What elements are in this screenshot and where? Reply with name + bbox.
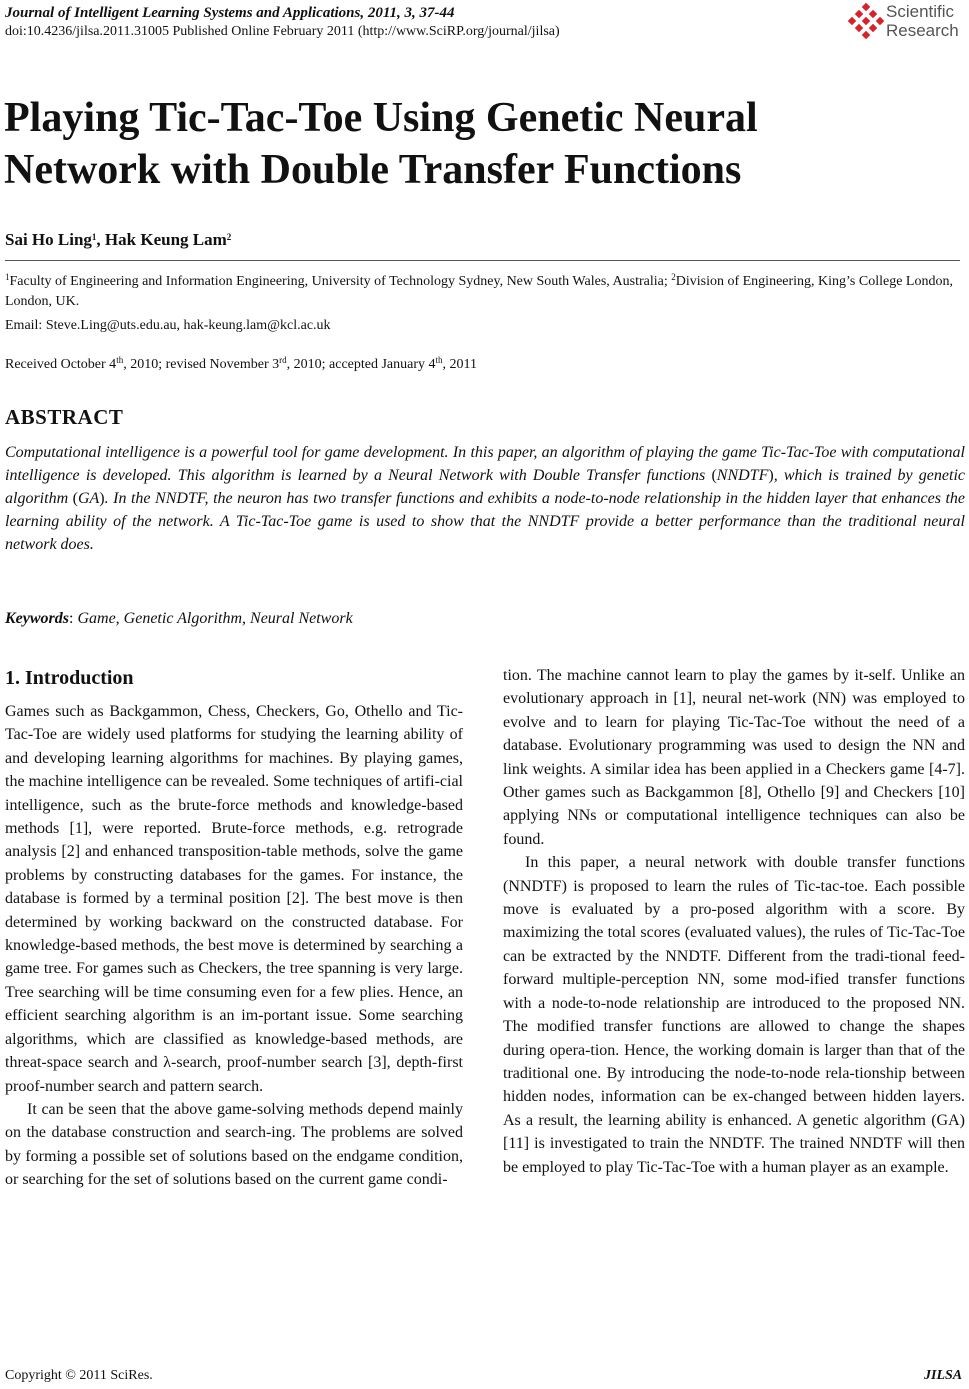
author-2-sup: 2	[226, 232, 232, 242]
journal-header	[5, 4, 455, 22]
received-sup-2: rd	[279, 355, 287, 365]
logo-line2: Research	[886, 21, 959, 40]
abstract-nndtf: NNDTF	[716, 467, 769, 484]
journal-name: Journal of Intelligent Learning Systems and Applications	[5, 5, 361, 21]
keywords-colon: :	[69, 610, 78, 627]
right-column	[503, 664, 965, 1179]
received-part-3: , 2010; accepted January 4	[286, 357, 436, 372]
affiliation-1: Faculty of Engineering and Information Engineering, University of Technology Sydney, New South Wales, Australia;	[9, 274, 672, 289]
paragraph: In this paper, a neural network with double transfer functions (NNDTF) is proposed to learn the rules of Tic-tac-toe. Each possible move is evaluated by a pro-posed algorithm with a score. By maximizing the total scores (evaluated values), the rules of Tic-Tac-Toe can be extracted by the NNDTF. Different from the tradi-tional feed-forward multiple-perception NN, some mod-ified transfer functions with a node-to-node relationship are introduced to the proposed NN. The modified transfer functions are allowed to change the shapes during opera-tion. Hence, the working domain is larger than that of the traditional one. By introducing the node-to-node rela-tionship between hidden nodes, information can be ex-changed between hidden layers. As a result, the learning ability is enhanced. A genetic algorithm (GA) [11] is investigated to train the NNDTF. The trained NNDTF will then be employed to play Tic-Tac-Toe with a human player as an example.	[503, 854, 965, 1176]
section-heading-introduction: 1. Introduction	[5, 667, 134, 689]
abstract-paren: (	[711, 467, 717, 484]
logo-line1: Scientific	[886, 2, 955, 21]
left-column	[5, 677, 463, 1192]
footer-copyright: Copyright © 2011 SciRes.	[5, 1368, 153, 1383]
paragraph: Games such as Backgammon, Chess, Checkers, Go, Othello and Tic-Tac-Toe are widely used platforms for studying the learning ability of and developing learning algorithms for machines. By playing games, the machine intelligence can be revealed. Some techniques of artifi-cial intelligence, such as the brute-force methods and knowledge-based methods [1], were reported. Brute-force methods, e.g. retrograde analysis [2] and enhanced transposition-table methods, solve the game problems by constructing databases for the games. For instance, the database is formed by a terminal position [2]. The best move is then determined by working backward on the constructed database. For knowledge-based methods, the best move is determined by searching a game tree. For games such as Checkers, the tree spanning is very large. Tree searching will be time consuming even for a few plies. Hence, an efficient searching algorithm is an im-portant issue. Some searching algorithms, which are classified as knowledge-based methods, are threat-space search and λ-search, proof-number search [3], depth-first proof-number search and pattern search.	[5, 703, 463, 1095]
abstract-paren: (	[72, 490, 78, 507]
affiliations	[5, 272, 960, 312]
logo-mark-icon	[846, 2, 886, 42]
received-sup-1: th	[116, 355, 124, 365]
footer-journal-abbr: JILSA	[924, 1368, 963, 1383]
received-part-4: , 2011	[442, 357, 478, 372]
title-line-2: Network with Double Transfer Functions	[4, 147, 742, 193]
affil-sup-2: 2	[671, 272, 676, 282]
abstract-part-1: Computational intelligence is a powerful tool for game development. In this paper, an algorithm of playing the game Tic-Tac-Toe with computational intelligence is developed. This algorithm is learned by a Neural Network with Double Transfer functions	[5, 444, 965, 484]
title-line-1: Playing Tic-Tac-Toe Using Genetic Neural	[4, 95, 758, 141]
keywords-text: Game, Genetic Algorithm, Neural Network	[77, 610, 353, 627]
affiliation-2: Division of Engineering, King’s College London, London, UK.	[5, 274, 953, 309]
received-dates	[5, 355, 477, 375]
author-list	[5, 229, 231, 251]
abstract-paren: )	[768, 467, 774, 484]
author-2: Hak Keung Lam	[104, 230, 227, 249]
author-1-sup: 1	[91, 232, 97, 242]
journal-issue: , 2011, 3, 37-44	[360, 5, 455, 21]
abstract-body	[5, 441, 965, 556]
abstract-paren: )	[99, 490, 105, 507]
abstract-ga: GA	[77, 490, 100, 507]
abstract-part-2: , which is trained by genetic algorithm	[5, 467, 966, 507]
keywords-label: Keywords	[5, 610, 69, 627]
abstract-heading: ABSTRACT	[5, 405, 124, 429]
received-part-2: , 2010; revised November 3	[123, 357, 280, 372]
paragraph: It can be seen that the above game-solving methods depend mainly on the database construction and search-ing. The problems are solved by forming a possible set of solutions based on the endgame condition, or searching for the set of solutions based on the current game condi-	[5, 1100, 463, 1189]
header-divider	[5, 260, 960, 261]
author-separator: ,	[96, 230, 105, 249]
logo-text	[886, 2, 959, 40]
email-line: Email: Steve.Ling@uts.edu.au, hak-keung.lam@kcl.ac.uk	[5, 318, 331, 333]
author-1: Sai Ho Ling	[5, 230, 92, 249]
paper-title	[4, 92, 954, 196]
paragraph: tion. The machine cannot learn to play the games by it-self. Unlike an evolutionary approach in [1], neural net-work (NN) was employed to evolve and to learn for playing Tic-Tac-Toe without the need of a database. Evolutionary programming was used to design the NN and link weights. A similar idea has been applied in a Checkers game [4-7]. Other games such as Backgammon [8], Othello [9] and Checkers [10] applying NNs or computational intelligence techniques can also be found.	[503, 667, 965, 848]
received-part-1: Received October 4	[5, 357, 117, 372]
doi-line: doi:10.4236/jilsa.2011.31005 Published Online February 2011 (http://www.SciRP.org/journal/jilsa)	[5, 24, 560, 39]
publisher-logo	[846, 2, 966, 42]
affil-sup-1: 1	[5, 272, 10, 282]
abstract-part-3: . In the NNDTF, the neuron has two transfer functions and exhibits a node-to-node relationship in the hidden layer that enhances the learning ability of the network. A Tic-Tac-Toe game is used to show that the NNDTF provide a better performance than the traditional neural network does.	[5, 490, 965, 553]
keywords-line	[5, 607, 353, 630]
received-sup-3: th	[435, 355, 443, 365]
